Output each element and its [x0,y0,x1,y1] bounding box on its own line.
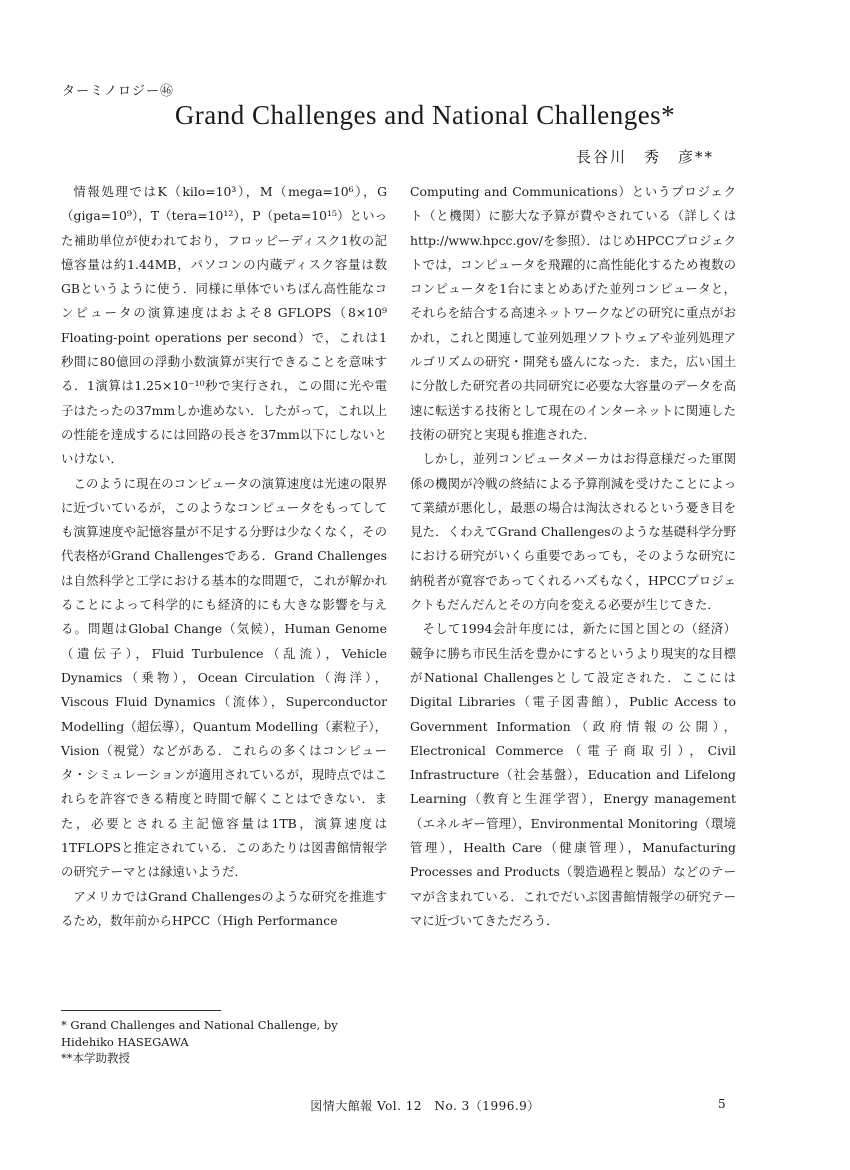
body-paragraph: アメリカではGrand Challengesのような研究を推進するため，数年前からHPCC（High Performance [61,888,387,928]
footnote-divider [61,1010,221,1011]
footnote-author: **本学助教授 [61,1051,130,1065]
series-label: ターミノロジー㊻ [62,84,175,99]
footnote-title: * Grand Challenges and National Challenge, by Hidehiko HASEGAWA [61,1018,338,1049]
body-paragraph: Computing and Communications）というプロジェクト（と機関）に膨大な予算が費やされている（詳しくはhttp://www.hpcc.gov/を参照）．はじめHPCCプロジェクトでは，コンピュータを飛躍的に高性能化するため複数のコンピュータを1台にまとめあげた並列コンピュータと，それらを結合する高速ネットワークなどの研究に重点がおかれ，これと関連して並列処理ソフトウェアや並列処理アルゴリズムの研究・開発も盛んになった．また，広い国土に分散した研究者の共同研究に必要な大容量のデータを高速に転送する技術として現在のインターネットに関連した技術の研究と実現も推進された． [410,184,736,442]
body-paragraph: このように現在のコンピュータの演算速度は光速の限界に近づいているが，このようなコンピュータをもってしても演算速度や記憶容量が不足する分野は少なくなく，その代表格がGrand Challengesである．Grand Challengesは自然科学と工学における基本的な問題で，これが解かれることによって科学的にも経済的にも大きな影響を与える。問題はGlobal Change（気候），Human Genome（遺伝子），Fluid Turbulence（乱流），Vehicle Dynamics（乗物），Ocean Circulation（海洋），Viscous Fluid Dynamics（流体），Superconductor Modelling（超伝導），Quantum Modelling（素粒子），Vision（視覚）などがある．これらの多くはコンピュータ・シミュレーションが適用されているが，現時点ではこれらを許容できる精度と時間で解くことはできない．また，必要とされる主記憶容量は1TB，演算速度は1TFLOPSと推定されている．このあたりは図書館情報学の研究テーマとは縁遠いようだ． [61,475,387,880]
footnotes [61,1017,391,1067]
body-paragraph: そして1994会計年度には，新たに国と国との（経済）競争に勝ち市民生活を豊かにするというより現実的な目標がNational Challengesとして設定された．ここにはDigital Libraries（電子図書館），Public Access to Government Information（政府情報の公開），Electronical Commerce（電子商取引），Civil Infrastructure（社会基盤），Education and Lifelong Learning（教育と生涯学習），Energy management（エネルギー管理），Environmental Monitoring（環境管理），Health Care（健康管理），Manufacturing Processes and Products（製造過程と製品）などのテーマが含まれている．これでだいぶ図書館情報学の研究テーマに近づいてきただろう． [410,621,736,928]
journal-footer: 図情大館報 Vol. 12 No. 3（1996.9） [310,1099,540,1113]
body-column-right [410,180,736,933]
body-paragraph: しかし，並列コンピュータメーカはお得意様だった軍関係の機関が冷戦の終結による予算削減を受けたことによって業績が悪化し，最悪の場合は淘汰されるという憂き目を見た．くわえてGrand Challengesのような基礎科学分野における研究がいくら重要であっても，そのような研究に納税者が寛容であってくれるハズもなく，HPCCプロジェクトもだんだんとその方向を変える必要が生じてきた． [410,451,736,613]
body-column-left [61,180,387,933]
article-title: Grand Challenges and National Challenges* [174,100,676,130]
author-name: 長谷川 秀 彦** [575,148,714,166]
body-paragraph: 情報処理ではK（kilo=10³），M（mega=10⁶），G（giga=10⁹），T（tera=10¹²），P（peta=10¹⁵）といった補助単位が使われており，フロッピーディスク1枚の記憶容量は約1.44MB，パソコンの内蔵ディスク容量は数GBというように使う．同様に単体でいちばん高性能なコンピュータの演算速度はおよそ8 GFLOPS（8×10⁹ Floating-point operations per second）で，これは1秒間に80億回の浮動小数演算が実行できることを意味する．1演算は1.25×10⁻¹⁰秒で実行され，この間に光や電子はたったの37mmしか進めない．したがって，これ以上の性能を達成するには回路の長さを37mm以下にしないといけない． [61,184,387,467]
page-number: 5 [718,1097,726,1111]
